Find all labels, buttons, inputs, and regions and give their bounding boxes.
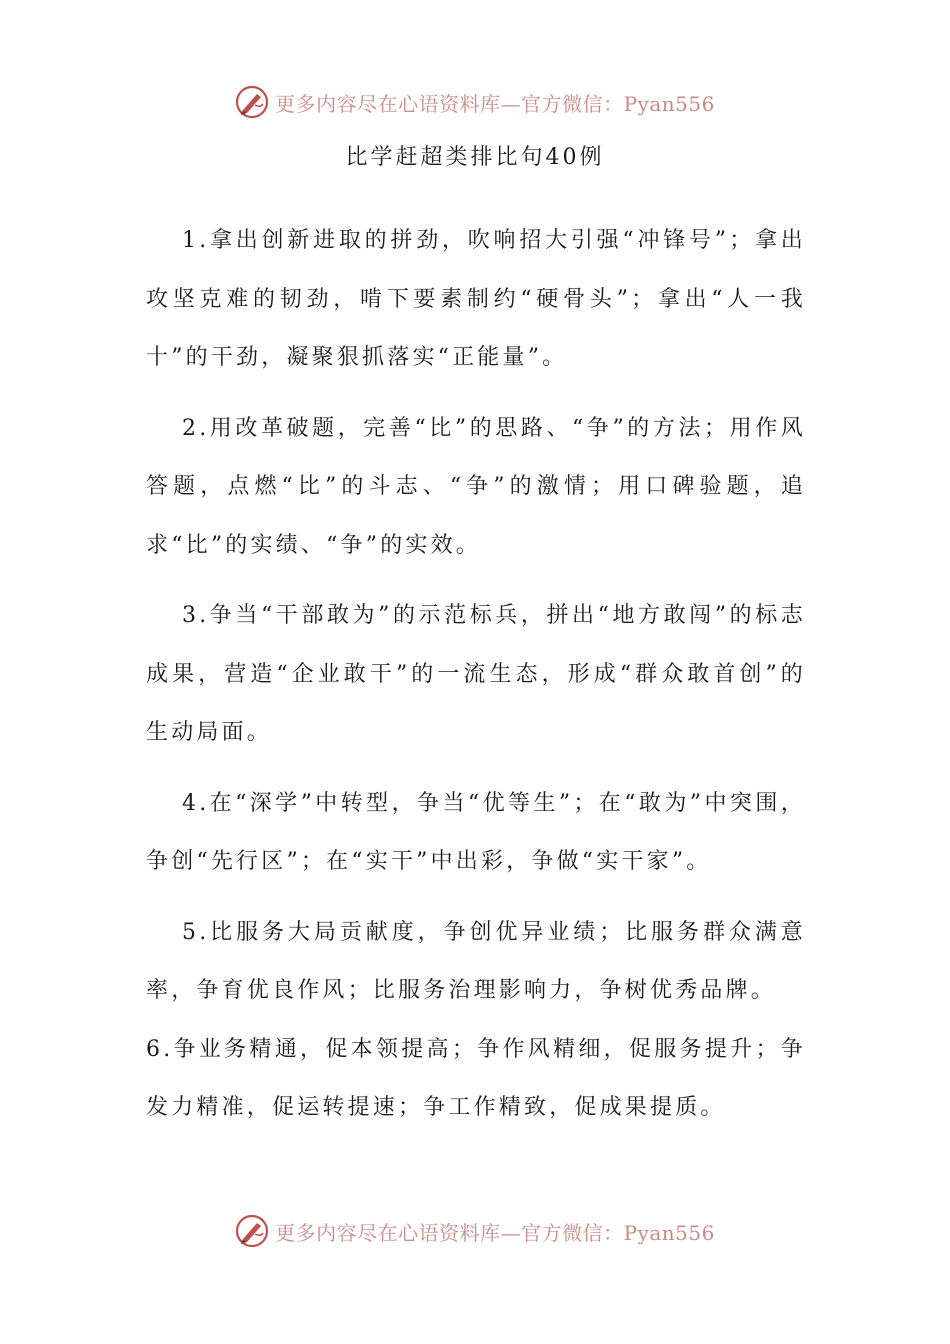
footer-banner (0, 1211, 950, 1251)
paragraph-2: 2.用改革破题，完善“比”的思路、“争”的方法；用作风答题，点燃“比”的斗志、“争”的激情；用口碑验题，追求“比”的实绩、“争”的实效。 (146, 415, 806, 558)
paragraph-5: 5.比服务大局贡献度，争创优异业绩；比服务群众满意率，争育优良作风；比服务治理影响力，争树优秀品牌。 (146, 919, 806, 1003)
document-title: 比学赶超类排比句40例 (345, 145, 605, 170)
header-banner (0, 82, 950, 122)
paragraph-6: 6.争业务精通，促本领提高；争作风精细，促服务提升；争发力精准，促运转提速；争工作精致，促成果提质。 (146, 1036, 806, 1120)
document-body (146, 212, 806, 1150)
pen-circle-logo-icon (235, 85, 269, 119)
banner-text: 更多内容尽在心语资料库—官方微信：Pyan556 (275, 1220, 715, 1245)
paragraph-3: 3.争当“干部敢为”的示范标兵，拼出“地方敢闯”的标志成果，营造“企业敢干”的一流生态，形成“群众敢首创”的生动局面。 (146, 603, 806, 745)
paragraph-4: 4.在“深学”中转型，争当“优等生”；在“敢为”中突围，争创“先行区”；在“实干”中出彩，争做“实干家”。 (146, 790, 806, 874)
pen-circle-logo-icon (235, 1214, 269, 1248)
banner-text: 更多内容尽在心语资料库—官方微信：Pyan556 (275, 91, 715, 116)
paragraph-1: 1.拿出创新进取的拼劲，吹响招大引强“冲锋号”；拿出攻坚克难的韧劲，啃下要素制约“硬骨头”；拿出“人一我十”的干劲，凝聚狠抓落实“正能量”。 (146, 228, 806, 370)
